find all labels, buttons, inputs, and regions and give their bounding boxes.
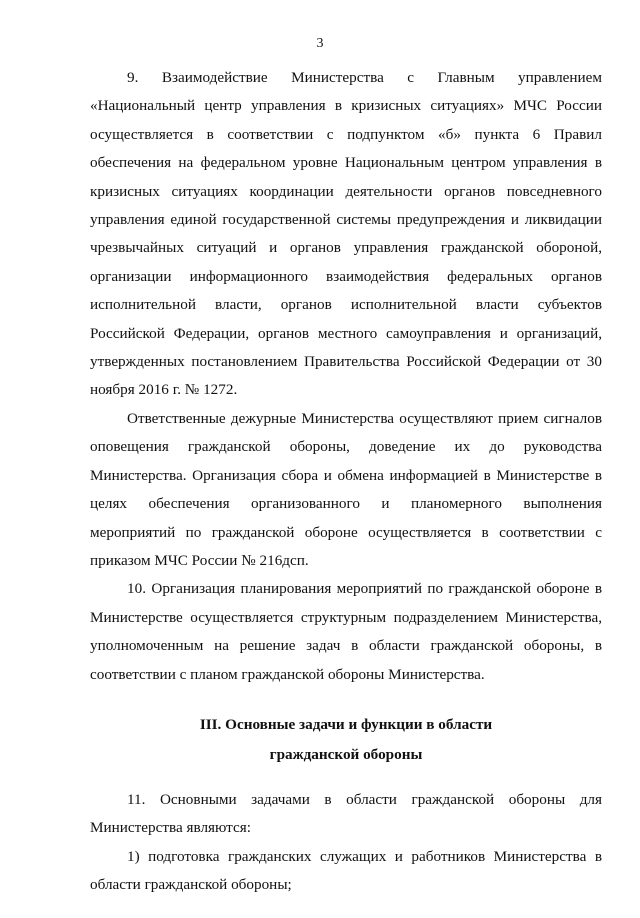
page-number: 3 xyxy=(316,36,324,51)
paragraph-subitem-1: 1) подготовка гражданских служащих и работников Министерства в области гражданской обороны; xyxy=(90,847,602,894)
paragraph-item-10: 10. Организация планирования мероприятий по гражданской обороне в Министерстве осуществляется структурным подразделением Министерства, уполномоченным на решение задач в области гражданской обороны, в соответствии с планом гражданской обороны Министерства. xyxy=(90,580,602,683)
section-heading-line-1: III. Основные задачи и функции в области xyxy=(199,715,493,733)
paragraph-item-11: 11. Основными задачами в области гражданской обороны для Министерства являются: xyxy=(90,790,602,837)
paragraph-duty-officers: Ответственные дежурные Министерства осуществляют прием сигналов оповещения гражданской обороны, доведение их до руководства Министерства. Организация сбора и обмена информацией в Министерстве в целях обеспечения организованного и планомерного выполнения мероприятий по гражданской обороне осуществляется в соответствии с приказом МЧС России № 216дсп. xyxy=(90,409,602,569)
section-heading-line-2: гражданской обороны xyxy=(269,745,423,763)
section-heading xyxy=(90,710,602,770)
paragraph-item-9: 9. Взаимодействие Министерства с Главным управлением «Национальный центр управления в кризисных ситуациях» МЧС России осуществляется в соответствии с подпунктом «б» пункта 6 Правил обеспечения на федеральном уровне Национальным центром управления в кризисных ситуациях координации деятельности органов повседневного управления единой государственной системы предупреждения и ликвидации чрезвычайных ситуаций и органов управления гражданской обороной, организации информационного взаимодействия федеральных органов исполнительной власти, органов исполнительной власти субъектов Российской Федерации, органов местного самоуправления и организаций, утвержденных постановлением Правительства Российской Федерации от 30 ноября 2016 г. № 1272. xyxy=(90,69,602,399)
document-body xyxy=(90,64,602,900)
